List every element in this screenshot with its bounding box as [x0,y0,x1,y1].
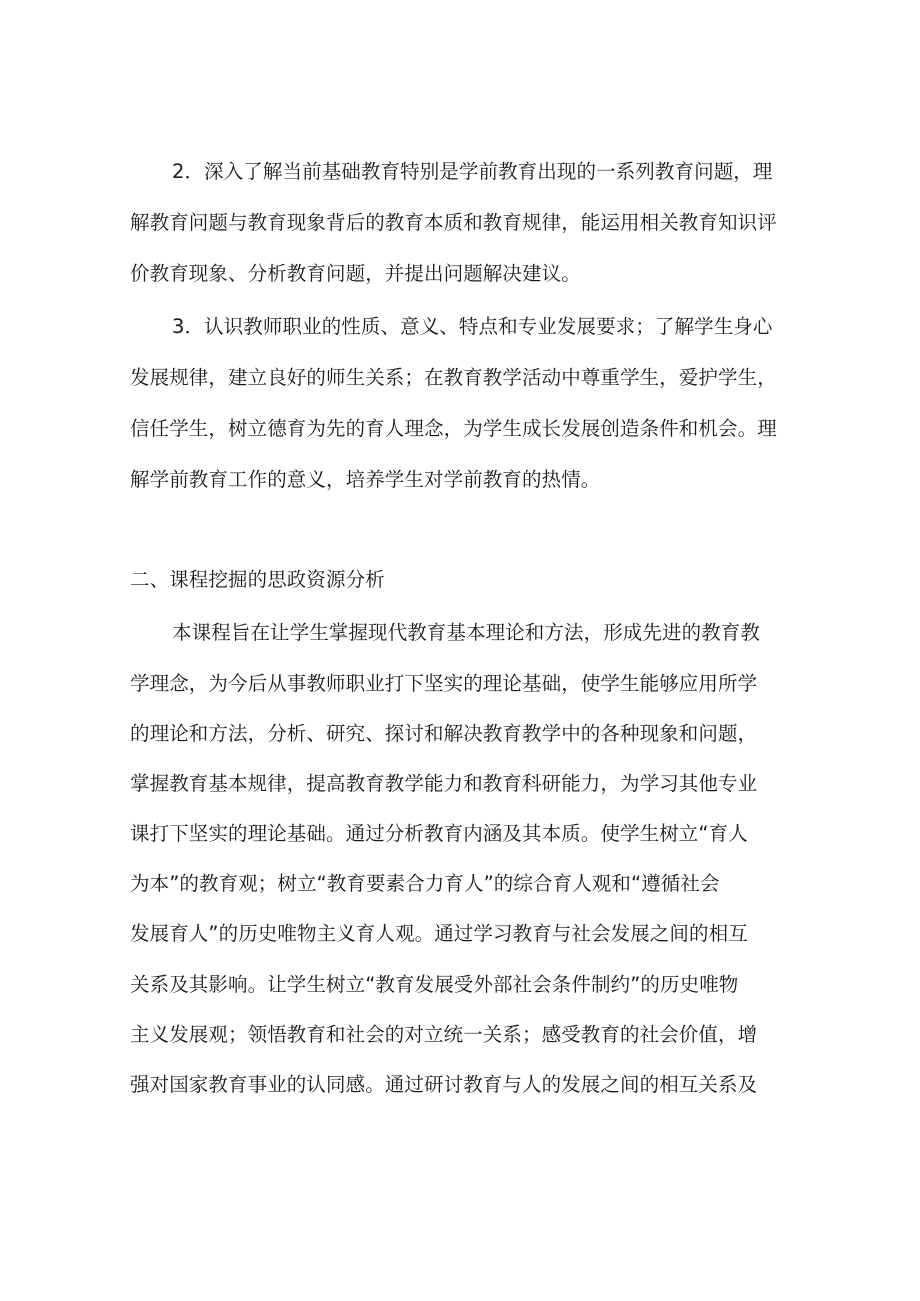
paragraph-3-line-2: 发展规律，建立良好的师生关系；在教育教学活动中尊重学生，爱护学生， [130,366,777,389]
body-paragraph-line-10: 强对国家教育事业的认同感。通过研讨教育与人的发展之间的相互关系及 [130,1073,758,1096]
body-paragraph-line-8: 关系及其影响。让学生树立“教育发展受外部社会条件制约”的历史唯物 [130,973,739,996]
body-paragraph-line-1: 本课程旨在让学生掌握现代教育基本理论和方法，形成先进的教育教 [172,621,761,644]
body-paragraph-line-9: 主义发展观；领悟教育和社会的对立统一关系；感受教育的社会价值，增 [130,1023,758,1046]
paragraph-3-line-4: 解学前教育工作的意义，培养学生对学前教育的热情。 [130,468,601,491]
paragraph-2-line-3: 价教育现象、分析教育问题，并提出问题解决建议。 [130,262,581,285]
paragraph-3-line-3: 信任学生，树立德育为先的育人理念，为学生成长发展创造条件和机会。理 [130,417,777,440]
body-paragraph-line-7: 发展育人”的历史唯物主义育人观。通过学习教育与社会发展之间的相互 [130,922,748,945]
body-paragraph-line-6: 为本”的教育观；树立“教育要素合力育人”的综合育人观和“遵循社会 [130,872,720,895]
paragraph-2-line-1: 2．深入了解当前基础教育特别是学前教育出现的一系列教育问题，理 [172,160,773,183]
body-paragraph-line-5: 课打下坚实的理论基础。通过分析教育内涵及其本质。使学生树立“育人 [130,822,748,845]
paragraph-3-line-1: 3．认识教师职业的性质、意义、特点和专业发展要求；了解学生身心 [172,315,773,338]
body-paragraph-line-3: 的理论和方法，分析、研究、探讨和解决教育教学中的各种现象和问题， [130,722,758,745]
section-heading: 二、课程挖掘的思政资源分析 [130,568,385,591]
paragraph-2-line-2: 解教育问题与教育现象背后的教育本质和教育规律，能运用相关教育知识评 [130,211,777,234]
body-paragraph-line-4: 掌握教育基本规律，提高教育教学能力和教育科研能力，为学习其他专业 [130,772,758,795]
body-paragraph-line-2: 学理念，为今后从事教师职业打下坚实的理论基础，使学生能够应用所学 [130,672,758,695]
